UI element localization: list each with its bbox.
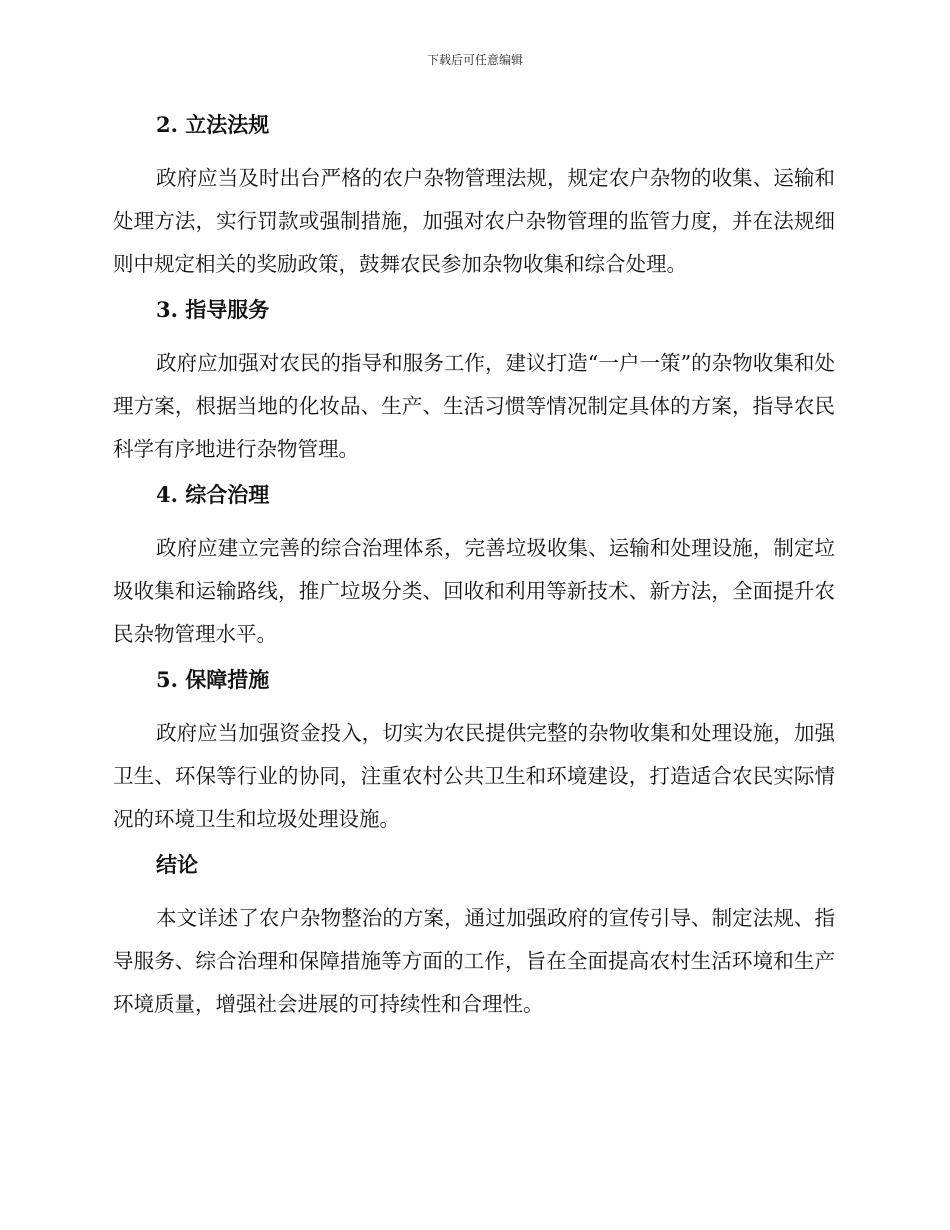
section-paragraph-governance: 政府应建立完善的综合治理体系，完善垃圾收集、运输和处理设施，制定垃圾收集和运输路线，推广垃圾分类、回收和利用等新技术、新方法，全面提升农民杂物管理水平。 <box>113 536 835 646</box>
section-heading-legislation: 2. 立法法规 <box>156 112 270 137</box>
section-paragraph-guidance: 政府应加强对农民的指导和服务工作，建议打造“一户一策”的杂物收集和处理方案，根据当地的化妆品、生产、生活习惯等情况制定具体的方案，指导农民科学有序地进行杂物管理。 <box>113 351 835 461</box>
section-heading-conclusion: 结论 <box>156 852 198 877</box>
section-heading-safeguards: 5. 保障措施 <box>156 667 270 692</box>
section-paragraph-conclusion: 本文详述了农户杂物整治的方案，通过加强政府的宣传引导、制定法规、指导服务、综合治理和保障措施等方面的工作，旨在全面提高农村生活环境和生产环境质量，增强社会进展的可持续性和合理性。 <box>113 906 835 1016</box>
section-heading-guidance: 3. 指导服务 <box>156 297 270 322</box>
page-header: 下载后可任意编辑 <box>426 53 523 67</box>
section-paragraph-safeguards: 政府应当加强资金投入，切实为农民提供完整的杂物收集和处理设施，加强卫生、环保等行业的协同，注重农村公共卫生和环境建设，打造适合农民实际情况的环境卫生和垃圾处理设施。 <box>113 721 835 831</box>
section-paragraph-legislation: 政府应当及时出台严格的农户杂物管理法规，规定农户杂物的收集、运输和处理方法，实行罚款或强制措施，加强对农户杂物管理的监管力度，并在法规细则中规定相关的奖励政策，鼓舞农民参加杂物收集和综合处理。 <box>113 166 835 276</box>
section-heading-governance: 4. 综合治理 <box>156 482 270 507</box>
document-body <box>113 110 835 1035</box>
